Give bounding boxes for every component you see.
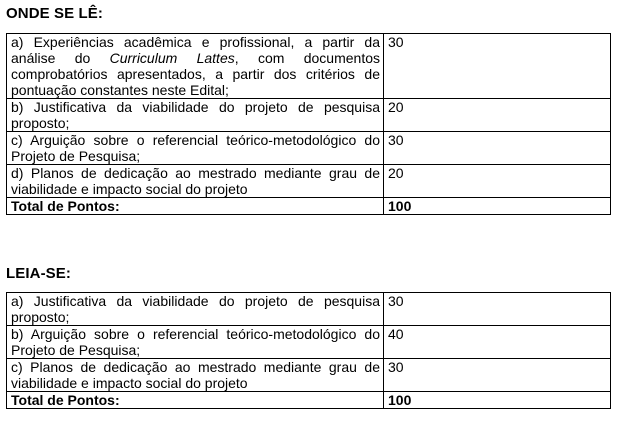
criterion-description: d) Planos de dedicação ao mestrado mediante grau de viabilidade e impacto social do projeto [7,165,384,198]
criterion-points: 20 [384,165,611,198]
points-table-original [6,33,611,215]
section-heading-leia-se: LEIA-SE: [6,265,71,282]
criterion-text-end: , com documentos comprobatórios apresentados, a partir dos critérios de pontuação constantes neste Edital; [11,50,380,98]
criterion-text-start: a) Experiências acadêmica e profissional, a partir da análise do [11,34,380,66]
total-value: 100 [384,392,611,409]
curriculum-lattes-term: Curriculum Lattes [109,50,235,66]
criterion-description: b) Justificativa da viabilidade do projeto de pesquisa proposto; [7,99,384,132]
total-label: Total de Pontos: [7,392,384,409]
criterion-points: 30 [384,359,611,392]
total-label: Total de Pontos: [7,198,384,215]
total-value: 100 [384,198,611,215]
table-row [7,326,611,359]
total-row [7,392,611,409]
table-row [7,132,611,165]
criterion-description [7,34,384,99]
table-row [7,34,611,99]
criterion-description: b) Arguição sobre o referencial teórico-metodológico do Projeto de Pesquisa; [7,326,384,359]
criterion-points: 30 [384,34,611,99]
table-row [7,293,611,326]
criterion-points: 40 [384,326,611,359]
criterion-description: c) Arguição sobre o referencial teórico-metodológico do Projeto de Pesquisa; [7,132,384,165]
table-row [7,359,611,392]
criterion-points: 30 [384,132,611,165]
points-table-corrected [6,292,611,409]
criterion-points: 20 [384,99,611,132]
section-heading-onde-se-le: ONDE SE LÊ: [6,5,103,22]
criterion-points: 30 [384,293,611,326]
total-row [7,198,611,215]
table-row [7,99,611,132]
criterion-description: c) Planos de dedicação ao mestrado mediante grau de viabilidade e impacto social do projeto [7,359,384,392]
table-row [7,165,611,198]
criterion-description: a) Justificativa da viabilidade do projeto de pesquisa proposto; [7,293,384,326]
